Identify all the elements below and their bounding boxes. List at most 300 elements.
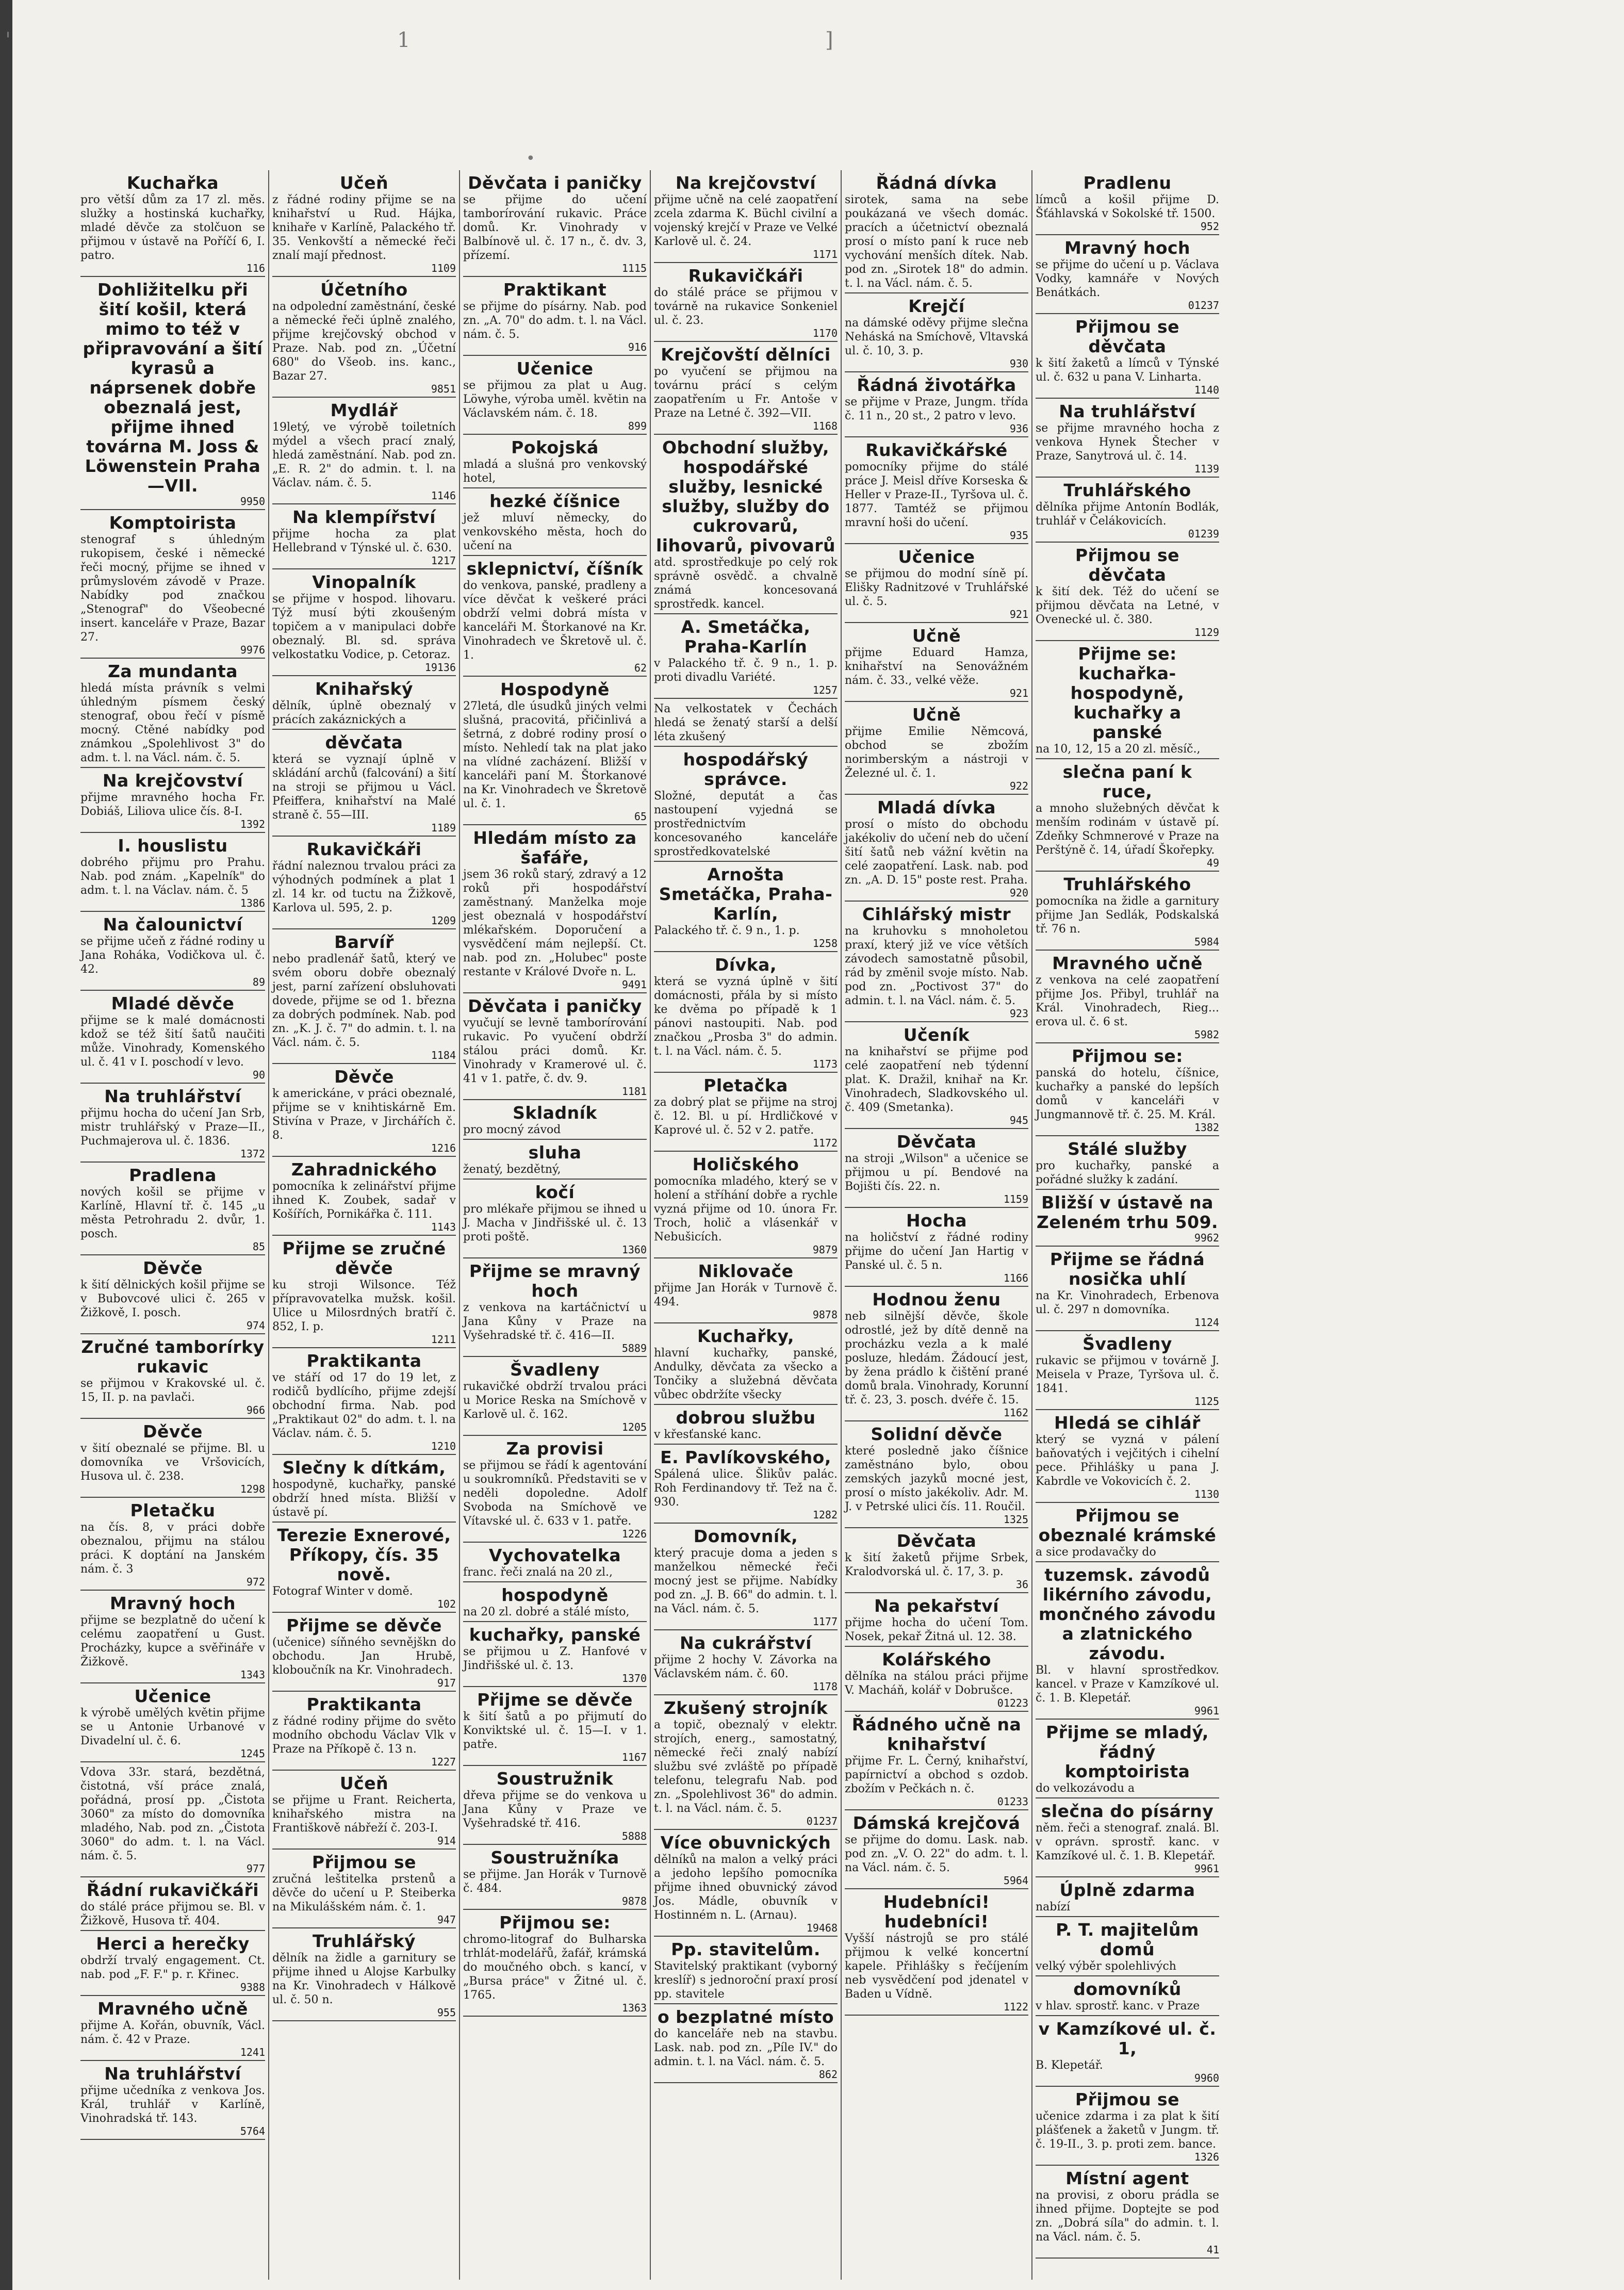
ad-number: 1210 <box>431 1440 456 1452</box>
classified-ad <box>80 1419 265 1498</box>
ad-body: chromo-litograf do Bulharska trhlát-modelářů, žafář, krámská do moučného obch. s kancí, v „Bursa práce" v Žitné ul. č. 1765. <box>463 1933 647 2002</box>
classified-ad <box>654 1073 838 1152</box>
ad-headline: Na čalounictví <box>103 914 243 935</box>
ad-number: 1171 <box>812 248 838 260</box>
ad-body: Bl. v hlavní sprostředkov. kancel. v Praze v Kamzíkové ul. č. 1. B. Klepetář. <box>1036 1664 1219 1705</box>
classified-ad <box>463 1357 647 1436</box>
ad-body: která se vyzná úplně v šití domácnosti, přála by si místo ke dvěma po případě k 1 pánovi nastoupiti. Nab. pod značkou „Prosba 3" do admin. t. l. na Václ. nám. č. 5. <box>654 975 838 1058</box>
ad-headline: Za provisi <box>506 1438 604 1459</box>
classified-ad <box>845 1208 1028 1287</box>
ad-headline: Rukavičkáři <box>306 839 422 859</box>
ad-headline: Kuchařky, <box>697 1326 794 1346</box>
ad-headline: Pradlena <box>129 1165 217 1185</box>
classified-ad <box>845 170 1028 293</box>
classified-ad <box>1036 1247 1219 1331</box>
classified-ad <box>463 435 647 488</box>
ad-headline: Obchodní služby, hospodářské služby, lesnické služby, služby do cukrovarů, lihovarů, pivovarů <box>655 437 836 555</box>
ad-number: 5984 <box>1194 936 1219 948</box>
ad-number: 1298 <box>240 1483 265 1495</box>
ad-body: nových košil se přijme v Karlíně, Hlavní tř. č. 145 „u města Petrohradu 2. dvůr, 1. posch. <box>80 1186 265 1240</box>
ad-headline: Místní agent <box>1065 2168 1189 2188</box>
column-4 <box>650 170 841 2280</box>
ad-body: jež mluví německy, do venkovského města, hoch do učení na <box>463 512 647 552</box>
ad-number: 1211 <box>431 1333 456 1346</box>
classified-ad <box>272 1523 456 1613</box>
page-mark: 1 <box>397 28 411 52</box>
ad-body: přijme A. Kořán, obuvník, Václ. nám. č. 42 v Praze. <box>80 2019 265 2046</box>
ad-headline: Hocha <box>906 1211 967 1231</box>
classified-ad <box>272 1613 456 1692</box>
ad-number: 1181 <box>621 1085 647 1098</box>
ad-body: velký výběr spolehlivých <box>1036 1960 1176 1973</box>
ad-body: dělník, úplně obeznalý v prácích zakáznických a <box>272 699 456 726</box>
ad-body: na Kr. Vinohradech, Erbenova ul. č. 297 n domovníka. <box>1036 1289 1219 1316</box>
ad-body: které posledně jako číšnice zaměstnáno bylo, obou zemských jazyků mocné jest, prosí o místo jakékoliv. Adr. M. J. v Petrské ulici čís. 11. Roučil. <box>845 1445 1028 1513</box>
ad-body: pomocníka na židle a garnitury přijme Jan Sedlák, Podskalská tř. 76 n. <box>1036 895 1219 936</box>
classified-ad <box>654 435 838 614</box>
ad-headline: Kuchařka <box>126 173 219 193</box>
ad-number: 1257 <box>812 684 838 696</box>
ad-body: po vyučení se přijmou na továrnu prácí s celým zaopatřením u Fr. Antoše v Praze na Letné č. 392—VII. <box>654 365 838 420</box>
ad-number: 1209 <box>431 914 456 927</box>
ad-headline: hospodyně <box>501 1585 609 1605</box>
ad-headline: Mladá dívka <box>877 797 996 817</box>
ad-headline: Mravný hoch <box>1064 238 1191 258</box>
ad-body: řádní naleznou trvalou práci za výhodných podmínek a plat 1 zl. 14 kr. od tuctu na Žižkově, Karlova ul. 595, 2. p. <box>272 860 456 914</box>
ad-number: 1245 <box>240 1747 265 1760</box>
ad-headline: sluha <box>528 1142 582 1163</box>
ad-number: 9878 <box>812 1308 838 1321</box>
ad-body: na čís. 8, v práci dobře obeznalou, přijmu na stálou práci. K doptání na Janském nám. č. 3 <box>80 1521 265 1576</box>
ad-number: 1125 <box>1194 1395 1219 1408</box>
ad-headline: Zkušený strojník <box>663 1698 828 1718</box>
ad-number: 966 <box>246 1404 265 1416</box>
ad-number: 936 <box>1009 422 1028 435</box>
ad-number: 9950 <box>240 495 265 508</box>
ad-number: 9976 <box>240 644 265 656</box>
ad-number: 952 <box>1200 220 1219 233</box>
ad-body: v šití obeznalé se přijme. Bl. u domovníka ve Vršovicích, Husova ul. č. 238. <box>80 1442 265 1483</box>
classified-ad <box>272 837 456 929</box>
classified-ad <box>80 1683 265 1762</box>
ad-number: 945 <box>1009 1114 1028 1126</box>
classified-ad <box>845 1712 1028 1810</box>
classified-ad <box>272 1348 456 1455</box>
ad-headline: Knihařský <box>315 679 413 699</box>
ad-number: 935 <box>1009 529 1028 542</box>
ad-headline: Děvčata i paničky <box>468 173 642 193</box>
ad-headline: Přijme se řádná nosička uhlí <box>1049 1249 1205 1289</box>
classified-ad <box>80 991 265 1084</box>
classified-ad <box>845 372 1028 437</box>
ad-number: 102 <box>437 1598 456 1610</box>
ad-headline: Hledám místo za šafáře, <box>473 828 637 868</box>
ad-number: 1325 <box>1003 1513 1028 1526</box>
ad-headline: Praktikanta <box>306 1694 422 1714</box>
classified-ad <box>654 614 838 699</box>
ad-headline: Barvíř <box>334 932 394 952</box>
ad-body: k šití žaketů a límců v Týnské ul. č. 632 u pana V. Linharta. <box>1036 357 1219 384</box>
classified-ad <box>654 1630 838 1695</box>
classified-ad <box>272 929 456 1064</box>
ad-number: 899 <box>628 420 647 432</box>
ad-headline: v Kamzíkové ul. č. 1, <box>1038 2019 1217 2058</box>
ad-body: 19letý, ve výrobě toiletních mýdel a všech prací znalý, hledá zaměstnání. Nab. pod zn. „E. R. 2" do admin. t. l. na Václav. nám. č. 5. <box>272 421 456 489</box>
classified-ad <box>654 263 838 342</box>
ad-number: 1122 <box>1003 2001 1028 2013</box>
ad-headline: Vychovatelka <box>488 1545 621 1565</box>
ad-headline: Praktikant <box>503 280 607 300</box>
classified-ad <box>463 1180 647 1258</box>
ad-headline: Děvče <box>143 1421 203 1442</box>
ad-body: pro mlékaře přijmou se ihned u J. Macha v Jindřišské ul. č. 13 proti poště. <box>463 1203 647 1244</box>
classified-ad <box>654 1323 838 1405</box>
ad-body: na kruhovku s mnoholetou praxí, který již ve více větších závodech samostatně působil, rád by změnil svoje místo. Nab. pod zn. „Poctivost 37" do admin. t. l. na Václ. nám. č. 5. <box>845 925 1028 1007</box>
classified-ad <box>272 1692 456 1771</box>
ad-headline: Více obuvnických <box>660 1833 831 1853</box>
ad-number: 5888 <box>621 1830 647 1842</box>
ad-body: z venkova na kartáčnictví u Jana Kůny v Praze na Vyšehradské tř. č. 416—II. <box>463 1301 647 1342</box>
ad-body: na provisi, z oboru prádla se ihned přijme. Doptejte se pod zn. „Dobrá síla" do admin. t. l. na Václ. nám. č. 5. <box>1036 2189 1219 2244</box>
ad-body: na odpolední zaměstnání, české a německé řeči úplně znalého, přijme krejčovský obchod v Praze. Nab. pod zn. „Účetní 680" do Všeob. ins. kanc., Bazar 27. <box>272 300 456 383</box>
ad-headline: Učenice <box>516 358 594 379</box>
ad-number: 1363 <box>621 2002 647 2014</box>
ad-number: 1227 <box>431 1756 456 1768</box>
ad-headline: Na krejčovství <box>675 173 816 193</box>
ad-body: přijme Jan Horák v Turnově č. 494. <box>654 1282 838 1308</box>
ad-headline: Truhlářského <box>1063 874 1191 894</box>
ad-number: 9961 <box>1194 1705 1219 1717</box>
classified-ad <box>463 1258 647 1357</box>
ad-headline: Hudebníci! hudebníci! <box>883 1892 990 1932</box>
ad-body: z řádné rodiny přijme se na knihařství u Rud. Hájka, knihaře v Karlíně, Palackého tř. 35. Venkovští a německé řeči znalí mají přednost. <box>272 193 456 262</box>
ad-body: a mnoho služebných děvčat k menším rodinám v ústavě pí. Zdeňky Schmnerové v Praze na Perštýně č. 14, úřadí Škořepky. <box>1036 802 1219 857</box>
classified-ad <box>272 170 456 277</box>
ad-number: 1189 <box>431 822 456 834</box>
classified-ad <box>272 1928 456 2021</box>
ad-body: dělníka na stálou práci přijme V. Macháň, kolář v Dobrušce. <box>845 1670 1028 1697</box>
ad-number: 5982 <box>1194 1028 1219 1041</box>
ad-body: nebo pradlenář šatů, který ve svém oboru dobře obeznalý jest, parní zařízení obsluhovati dovede, přijme se od 1. března za dobrých podmínek. Nab. pod zn. „K. J. č. 7" do admin. t. l. na Václ. nám. č. 5. <box>272 953 456 1049</box>
ad-headline: Holičského <box>692 1154 799 1174</box>
ad-headline: děvčata <box>325 732 403 753</box>
ad-headline: Švadleny <box>510 1360 600 1380</box>
classified-ad <box>845 1421 1028 1528</box>
ad-body: do venkova, panské, pradleny a více děvčat k veškeré práci obdrží velmi dobrá místa v kanceláři M. Štorkanové na Kr. Vinohradech ve Škretově ul. č. 1. <box>463 579 647 662</box>
ad-headline: Za mundanta <box>108 661 238 681</box>
classified-ad <box>654 1445 838 1524</box>
classified-ad <box>80 768 265 833</box>
ad-number: 9851 <box>431 383 456 395</box>
classified-ad <box>1036 641 1219 759</box>
ad-headline: Na klempířství <box>292 507 436 527</box>
classified-ad <box>1036 1798 1219 1877</box>
ad-body: z řádné rodiny přijme do světo modního obchodu Václav Vlk v Praze na Příkopě č. 13 n. <box>272 1715 456 1756</box>
ad-headline: Mladé děvče <box>111 993 235 1013</box>
classified-ad <box>272 1064 456 1157</box>
ad-headline: Arnošta Smetáčka, Praha-Karlín, <box>659 864 833 924</box>
ad-headline: Učenice <box>134 1686 211 1706</box>
classified-ad <box>1036 951 1219 1043</box>
ad-headline: Soustružníka <box>490 1847 619 1868</box>
ad-headline: I. houslistu <box>118 836 228 856</box>
classified-ad <box>1036 543 1219 641</box>
ad-number: 1184 <box>431 1049 456 1061</box>
ad-headline: Rukavičkáři <box>688 266 803 286</box>
ad-number: 1168 <box>812 420 838 432</box>
classified-ad <box>463 1140 647 1180</box>
ad-headline: Děvče <box>143 1258 203 1278</box>
classified-ad <box>1036 1917 1219 1976</box>
ad-body: a sice prodavačky do <box>1036 1546 1156 1559</box>
ad-body: přijme hocha do učení Tom. Nosek, pekař Žitná ul. 12. 38. <box>845 1616 1028 1643</box>
ad-body: panská do hotelu, číšnice, kuchařky a panské do lepších domů v kanceláři v Jungmannově tř. č. 25. M. Král. <box>1036 1067 1219 1121</box>
ad-number: 977 <box>246 1862 265 1875</box>
ad-headline: Přijmou se děvčata <box>1075 545 1180 585</box>
ad-body: mladá a slušná pro venkovský hotel, <box>463 458 647 485</box>
ad-headline: Pletačka <box>703 1075 788 1095</box>
ad-body: se přijmou se řádí k agentování u soukromníků. Představiti se v neděli dopoledne. Adolf Svoboda na Smíchově ve Vítavské ul. č. 633 v 1. patře. <box>463 1459 647 1528</box>
ad-headline: Účetního <box>320 280 408 300</box>
ad-body: k šití dělnických košil přijme se v Bubovcové ulici č. 265 v Žižkově, I. posch. <box>80 1279 265 1319</box>
ad-body: na dámské oděvy přijme slečna Neháská na Smíchově, Vltavská ul. č. 10, 3. p. <box>845 317 1028 357</box>
classified-ad <box>1036 2087 1219 2166</box>
classified-ad <box>1036 399 1219 478</box>
classified-ad <box>272 676 456 730</box>
classified-ad <box>272 398 456 504</box>
ad-headline: Terezie Exnerové, Příkopy, čís. 35 nově. <box>277 1525 451 1584</box>
ad-headline: Přijmou se <box>1075 2089 1180 2109</box>
ad-number: 65 <box>634 810 647 823</box>
ad-headline: Dívka, <box>715 955 777 975</box>
classified-ad <box>845 1022 1028 1129</box>
classified-ad <box>845 623 1028 702</box>
ad-headline: Na krejčovství <box>102 771 243 791</box>
ad-body: se přijme v Praze, Jungm. třída č. 11 n., 20 st., 2 patro v levo. <box>845 396 1028 422</box>
ad-headline: Švadleny <box>1082 1334 1172 1354</box>
ad-number: 5889 <box>621 1342 647 1354</box>
ad-body: se přijme. Jan Horák v Turnově č. 484. <box>463 1868 647 1895</box>
ad-number: 947 <box>437 1913 456 1926</box>
classified-ad <box>654 699 838 747</box>
ad-headline: Učeník <box>903 1025 970 1045</box>
ad-headline: hospodářský správce. <box>683 749 809 789</box>
ad-number: 1124 <box>1194 1316 1219 1329</box>
ad-headline: E. Pavlíkovského, <box>660 1447 831 1467</box>
ad-number: 01233 <box>997 1795 1028 1808</box>
ad-headline: o bezplatné místo <box>658 2007 834 2027</box>
classified-ad <box>80 2061 265 2140</box>
ad-body: za dobrý plat se přijme na stroj č. 12. Bl. u pí. Hrdličkové v Kaprové ul. č. 52 v 2. patře. <box>654 1096 838 1137</box>
ad-body: do velkozávodu a <box>1036 1782 1135 1795</box>
ad-headline: Děvčata <box>896 1531 977 1551</box>
ad-number: 01223 <box>997 1697 1028 1709</box>
ad-body: Fotograf Winter v domě. <box>272 1585 413 1598</box>
ad-number: 921 <box>1009 608 1028 620</box>
ad-body: k výrobě umělých květin přijme se u Antonie Urbanové v Divadelní ul. č. 6. <box>80 1707 265 1747</box>
ad-body: se přijmou do modní síně pí. Elišky Radnitzové v Truhlářské ul. č. 5. <box>845 567 1028 608</box>
ad-headline: Na cukrářství <box>680 1633 812 1653</box>
ad-number: 62 <box>634 662 647 674</box>
ad-body: 27letá, dle úsudků jiných velmi slušná, pracovitá, přičinlivá a šetrná, z dobré rodiny prosí o místo. Nehledí tak na plat jako na vlídné zacházení. Bližší v kanceláři paní M. Štorkanové na Kr. Vinohradech ve Škretově ul. č. 1. <box>463 700 647 810</box>
ad-number: 922 <box>1009 780 1028 792</box>
ad-body: se přijme do učení u p. Václava Vodky, kamnáře v Nových Benátkách. <box>1036 258 1219 299</box>
ad-headline: kuchařky, panské <box>469 1625 641 1645</box>
ad-body: v hlav. sprostř. kanc. v Praze <box>1036 2000 1200 2013</box>
ad-body: na holičství z řádné rodiny přijme do učení Jan Hartig v Panské ul. č. 5 n. <box>845 1231 1028 1272</box>
ad-number: 923 <box>1009 1007 1028 1020</box>
ad-headline: Solidní děvče <box>871 1424 1003 1444</box>
classified-ad <box>463 825 647 993</box>
ad-number: 930 <box>1009 357 1028 370</box>
ad-headline: Řádní rukavičkáři <box>86 1880 259 1900</box>
ad-headline: Krejčí <box>908 296 965 316</box>
classified-ad <box>80 1163 265 1255</box>
classified-ad <box>845 702 1028 795</box>
ad-number: 1216 <box>431 1142 456 1154</box>
ad-body: do kanceláře neb na stavbu. Lask. nab. pod zn. „Píle IV." do admin. t. l. na Václ. nám. č. 5. <box>654 2027 838 2068</box>
classified-ad <box>1036 1410 1219 1503</box>
ad-body: dobrého přijmu pro Prahu. Nab. pod znám. „Kapelník" do adm. t. l. na Václav. nám. č. 5 <box>80 856 265 897</box>
ad-headline: Učně <box>912 705 961 725</box>
ad-body: přijme se bezplatně do učení k celému zaopatření u Gust. Procházky, kupce a svěřináře v Žižkově. <box>80 1614 265 1669</box>
ad-number: 9960 <box>1194 2072 1219 2084</box>
ad-body: k americkáne, v práci obeznalé, přijme se v knihtiskárně Em. Stivína v Praze, v Jirchářích č. 8. <box>272 1087 456 1142</box>
classified-ad <box>80 170 265 277</box>
ad-body: přijme 2 hochy V. Závorka na Václavském nám. č. 60. <box>654 1654 838 1680</box>
ad-headline: Dohližitelku při šití košil, která mimo to též v připravování a šití kyrasů a náprsenek dobře obeznalá jest, přijme ihned továrna M. Joss & Löwenstein Praha—VII. <box>83 280 263 496</box>
ad-number: 1139 <box>1194 463 1219 475</box>
ad-headline: slečna paní k ruce, <box>1062 762 1192 801</box>
ad-body: se přijmou u Z. Hanfové v Jindřišské ul. č. 13. <box>463 1645 647 1672</box>
classified-ad <box>1036 1043 1219 1136</box>
ad-number: 19136 <box>424 661 456 674</box>
ad-body: přijme hocha za plat Hellebrand v Týnské ul. č. 630. <box>272 528 456 554</box>
ad-body: Na velkostatek v Čechách hledá se ženatý starší a delší léta zkušený <box>654 702 838 743</box>
ad-headline: Děvčata i paničky <box>468 996 642 1016</box>
classified-ad <box>272 1455 456 1523</box>
ad-body: se přijme do učení tamborírování rukavic. Práce domů. Kr. Vinohrady v Balbínově ul. č. 17 n., č. dv. 3, přízemí. <box>463 193 647 262</box>
ad-headline: domovníků <box>1073 1979 1182 1999</box>
classified-ad <box>463 1436 647 1543</box>
ad-body: na 20 zl. dobré a stálé místo, <box>463 1606 630 1618</box>
ad-headline: Úplně zdarma <box>1059 1880 1195 1900</box>
classified-ad <box>1036 1562 1219 1720</box>
classified-ad <box>272 569 456 676</box>
ad-number: 1241 <box>240 2046 265 2058</box>
ad-body: do stálé práce přijmou se. Bl. v Žižkově, Husova tř. 404. <box>80 1901 265 1927</box>
ad-number: 1226 <box>621 1528 647 1540</box>
ad-body: pro kuchařky, panské a pořádné služky k zadání. <box>1036 1159 1219 1186</box>
classified-ad <box>654 1830 838 1937</box>
ad-body: z venkova na celé zaopatření přijme Jos. Přibyl, truhlář na Král. Vinohradech, Rieg... erova ul. č. 6 st. <box>1036 974 1219 1028</box>
classified-ad <box>80 510 265 659</box>
ad-number: 1343 <box>240 1669 265 1681</box>
ad-number: 917 <box>437 1677 456 1689</box>
ad-headline: Přijmou se děvčata <box>1075 317 1180 356</box>
ad-number: 89 <box>252 976 265 988</box>
ad-body: vyučují se levně tamborírování rukavic. Po vyučení obdrží stálou práci domů. Kr. Vinohrady v Kramerové ul. č. 41 v 1. patře, č. dv. 9. <box>463 1017 647 1085</box>
page-mark: ' <box>5 28 11 52</box>
classified-ad <box>80 912 265 991</box>
classified-ad <box>845 1129 1028 1208</box>
ad-number: 9388 <box>240 1981 265 1993</box>
classified-ad <box>654 1152 838 1258</box>
ad-body: na 10, 12, 15 a 20 zl. měsíč., <box>1036 743 1201 756</box>
ad-headline: Přijmou se obeznalé krámské <box>1038 1506 1217 1545</box>
ad-number: 1258 <box>812 937 838 950</box>
ad-number: 1392 <box>240 818 265 830</box>
classified-ad <box>463 993 647 1100</box>
ad-body: prosí o místo do obchodu jakékoliv do učení neb do učení šití šatů neb vážní květin na celé zaopatření. Lask. nab. pod zn. „A. D. 15" poste rest. Praha. <box>845 818 1028 887</box>
ad-headline: Na truhlářství <box>104 2064 241 2084</box>
ad-body: hlavní kuchařky, panské, Andulky, děvčata za všecko a Tončiky a služebná děvčata vůbec obdržíte všecky <box>654 1347 838 1401</box>
ad-headline: P. T. majitelům domů <box>1056 1920 1199 1959</box>
ad-number: 1173 <box>812 1058 838 1070</box>
classified-ad <box>1036 759 1219 872</box>
ad-body: dělníka přijme Antonín Bodlák, truhlář v Čelákovicích. <box>1036 501 1219 528</box>
ad-body: ku stroji Wilsonce. Též přípravovatelka mužsk. košil. Ulice u Milosrdných bratří č. 852, I. p. <box>272 1279 456 1333</box>
ad-number: 1166 <box>1003 1272 1028 1284</box>
classified-ad <box>654 952 838 1073</box>
ad-headline: Krejčovští dělníci <box>661 345 831 365</box>
classified-ad <box>845 1810 1028 1889</box>
classified-ad <box>463 170 647 277</box>
classified-ad <box>80 1334 265 1419</box>
ad-body: Stavitelský praktikant (vyborný kreslíř) s jednoroční praxí prosí pp. stavitele <box>654 1960 838 2001</box>
classified-ad <box>1036 1877 1219 1917</box>
ad-body: se přijme v hospod. lihovaru. Týž musí býti zkoušeným topičem a v manipulaci dobře obeznalý. Bl. sd. správa velkostatku Vodice, p. Cetoraz. <box>272 593 456 661</box>
classified-ad <box>80 1591 265 1683</box>
ad-body: rukavičké obdrží trvalou práci u Morice Reska na Smíchově v Karlově ul. č. 162. <box>463 1380 647 1421</box>
ad-headline: sklepnictví, číšník <box>466 559 644 579</box>
ad-number: 1178 <box>812 1680 838 1693</box>
classified-ad <box>463 556 647 677</box>
classified-ad <box>845 437 1028 544</box>
classified-ad <box>80 1931 265 1996</box>
classified-ad <box>272 1157 456 1236</box>
classified-ad <box>272 1771 456 1850</box>
ad-number: 36 <box>1015 1578 1028 1591</box>
ad-number: 1217 <box>431 554 456 567</box>
ad-body: dělník na židle a garnitury se přijme ihned u Alojse Karbulky na Kr. Vinohradech v Hálkově ul. č. 50 n. <box>272 1952 456 2006</box>
classified-ad <box>1036 2166 1219 2259</box>
ad-body: pro mocný závod <box>463 1123 561 1136</box>
ad-headline: Přijmou se: <box>499 1912 611 1933</box>
ad-number: 1205 <box>621 1421 647 1433</box>
ad-headline: Mravného učně <box>97 1999 248 2019</box>
classified-ad <box>80 833 265 912</box>
ad-headline: tuzemsk. závodů likérního závodu, mončného závodu a zlatnického závodu. <box>1039 1565 1216 1663</box>
ad-headline: hezké číšnice <box>489 491 620 511</box>
ad-body: se přijme u Frant. Reicherta, knihařského mistra na Františkově nábřeží č. 203-I. <box>272 1794 456 1835</box>
ad-number: 1372 <box>240 1148 265 1160</box>
ad-headline: Učeň <box>339 1773 389 1793</box>
classified-ad <box>80 1996 265 2061</box>
ad-headline: Praktikanta <box>306 1351 422 1371</box>
ad-headline: Děvče <box>334 1067 394 1087</box>
classified-ad <box>1036 1976 1219 2016</box>
ad-headline: Dámská krejčová <box>852 1813 1021 1833</box>
classified-ad <box>80 1255 265 1334</box>
column-1 <box>77 170 268 2280</box>
ad-number: 1129 <box>1194 626 1219 639</box>
ad-headline: Přijme se: kuchařka-hospodyně, kuchařky a panské <box>1070 644 1185 742</box>
ad-body: se přijme mravného hocha z venkova Hynek Štecher v Praze, Sanytrová ul. č. 14. <box>1036 422 1219 463</box>
ad-headline: Pp. stavitelům. <box>671 1939 821 1959</box>
classified-ad <box>80 1498 265 1591</box>
ad-body: obdrží trvalý engagement. Ct. nab. pod „F. F." p. r. Křinec. <box>80 1954 265 1981</box>
